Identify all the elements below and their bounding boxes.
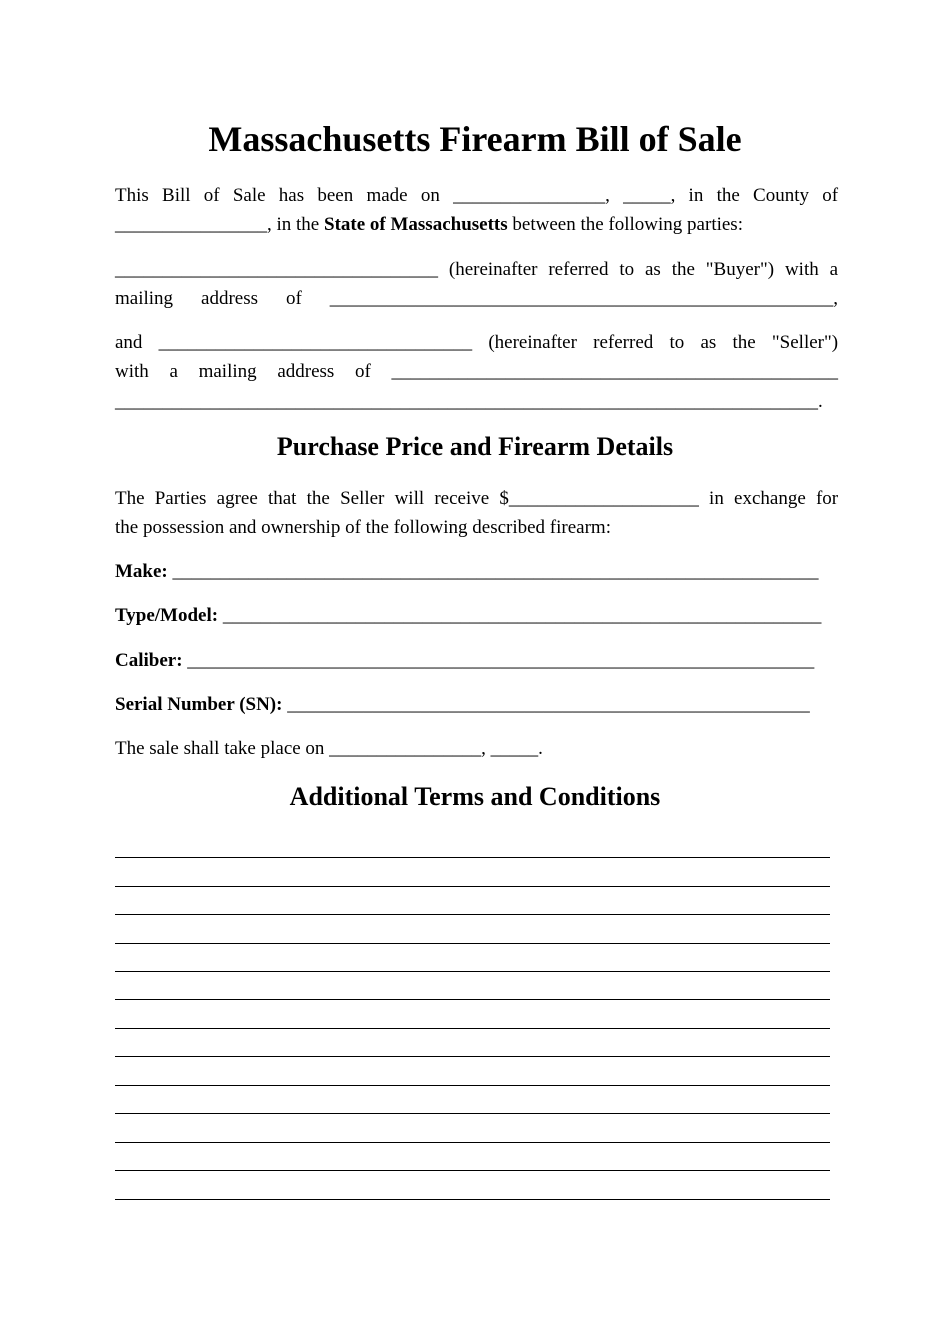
document-title: Massachusetts Firearm Bill of Sale	[208, 119, 742, 159]
terms-line[interactable]	[115, 914, 830, 915]
sale-date-line[interactable]: The sale shall take place on ________________, _____.	[115, 738, 543, 759]
model-field[interactable]: _______________________________________________________________	[222, 605, 822, 626]
caliber-label: Caliber:	[115, 650, 183, 671]
terms-heading: Additional Terms and Conditions	[289, 782, 661, 811]
buyer-name-field[interactable]: __________________________________	[115, 259, 438, 280]
buyer-line-1: __________________________________ (hereinafter referred to as the "Buyer") with a	[115, 259, 839, 280]
price-field[interactable]: $____________________	[499, 488, 699, 509]
make-label: Make:	[115, 561, 168, 582]
buyer-line-2: mailing address of _____________________________________________________,	[115, 288, 839, 309]
terms-line[interactable]	[115, 1142, 830, 1143]
seller-line-1: and _________________________________ (hereinafter referred to as the "Seller")	[115, 332, 839, 353]
serial-label: Serial Number (SN):	[115, 694, 283, 715]
seller-name-field[interactable]: _________________________________	[158, 332, 473, 353]
serial-row	[115, 693, 838, 717]
county-field[interactable]: ________________, in the	[115, 214, 324, 235]
sale-date-field[interactable]: ________________,	[453, 185, 610, 206]
purchase-heading: Purchase Price and Firearm Details	[276, 432, 674, 461]
buyer-address-field[interactable]: _____________________________________________________,	[329, 288, 839, 309]
intro-line-2: ________________, in the State of Massachusetts between the following parties:	[115, 214, 743, 235]
seller-address-field-2[interactable]: __________________________________________________________________________.	[115, 391, 823, 412]
caliber-row	[115, 649, 838, 673]
terms-line[interactable]	[115, 999, 830, 1000]
intro-line-1: This Bill of Sale has been made on ________________, _____, in the County of	[115, 185, 839, 206]
terms-line[interactable]	[115, 1113, 830, 1114]
terms-line[interactable]	[115, 1199, 830, 1200]
serial-field[interactable]: _______________________________________________________	[287, 694, 810, 715]
sale-year-field[interactable]: _____,	[623, 185, 676, 206]
model-label: Type/Model:	[115, 605, 219, 626]
price-line-1: The Parties agree that the Seller will receive $____________________ in exchange for	[115, 488, 839, 509]
terms-line[interactable]	[115, 1170, 830, 1171]
seller-line-2: with a mailing address of _______________________________________________	[115, 361, 839, 382]
seller-address-field[interactable]: _______________________________________________	[391, 361, 839, 382]
terms-line[interactable]	[115, 1028, 830, 1029]
terms-line[interactable]	[115, 857, 830, 858]
price-line-2: the possession and ownership of the following described firearm:	[115, 517, 611, 538]
terms-line[interactable]	[115, 1056, 830, 1057]
terms-line[interactable]	[115, 1085, 830, 1086]
caliber-field[interactable]: __________________________________________________________________	[187, 650, 815, 671]
terms-line[interactable]	[115, 971, 830, 972]
terms-line[interactable]	[115, 943, 830, 944]
make-field[interactable]: ____________________________________________________________________	[172, 561, 819, 582]
terms-line[interactable]	[115, 886, 830, 887]
state-name: State of Massachusetts	[324, 214, 508, 235]
make-row	[115, 560, 838, 584]
model-row	[115, 604, 838, 628]
